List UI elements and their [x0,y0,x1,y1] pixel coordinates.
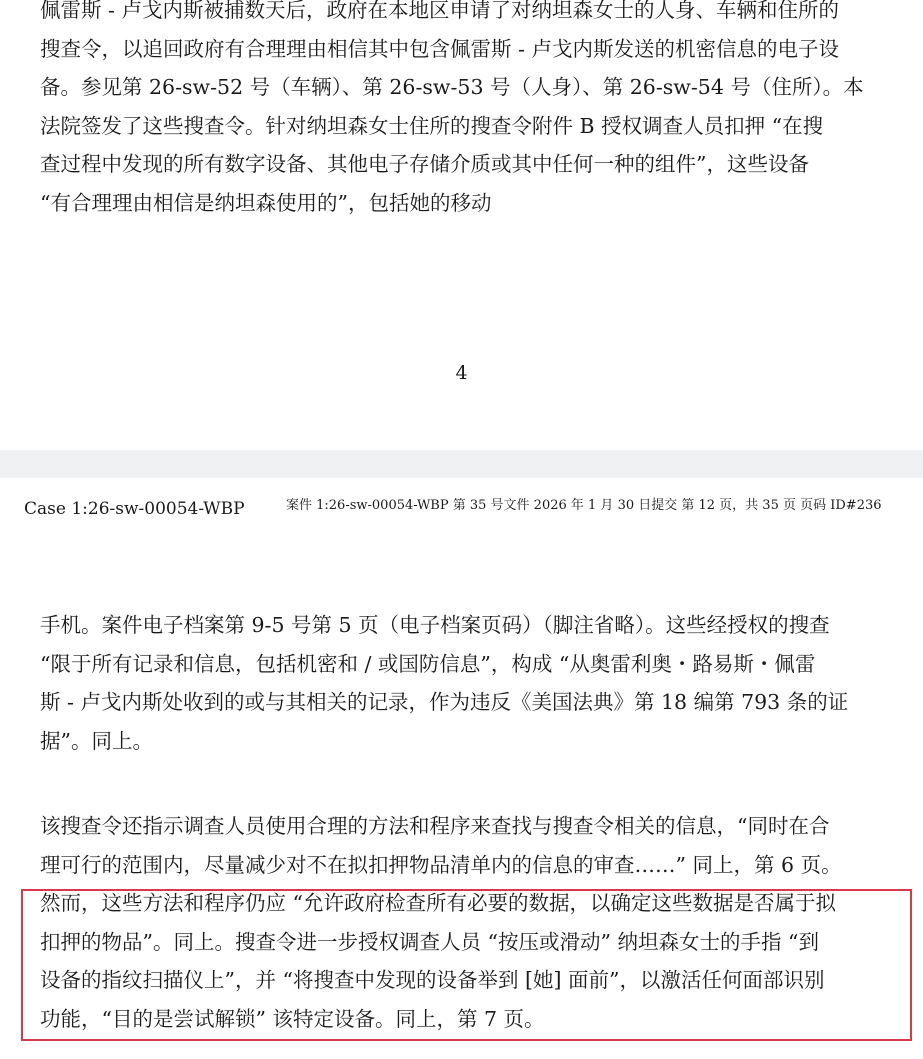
page-separator [0,450,923,478]
text-line: 备。参见第 26-sw-52 号（车辆）、第 26-sw-53 号（人身）、第 26-sw-54 号（住所）。本 [40,75,864,100]
highlight-box [21,889,912,1041]
text-line: 功能，“目的是尝试解锁” 该特定设备。同上，第 7 页。 [40,1006,545,1031]
text-line: “限于所有记录和信息，包括机密和 / 或国防信息”，构成 “从奥雷利奥・路易斯・佩雷 [40,651,816,676]
text-line: 该搜查令还指示调查人员使用合理的方法和程序来查找与搜查令相关的信息，“同时在合 [40,814,830,838]
text-line: 法院签发了这些搜查令。针对纳坦森女士住所的搜查令附件 B 授权调查人员扣押 “在搜 [40,113,824,138]
case-number-header: Case 1:26-sw-00054-WBP [24,499,245,519]
text-line: 理可行的范围内，尽量减少对不在拟扣押物品清单内的信息的审查……” 同上，第 6 页。 [40,852,842,877]
filing-info-header: 案件 1:26-sw-00054-WBP 第 35 号文件 2026 年 1 月 30 日提交 第 12 页，共 35 页 页码 ID#236 [286,498,882,513]
page-number: 4 [455,362,468,384]
text-line: 佩雷斯 - 卢戈内斯被捕数天后，政府在本地区申请了对纳坦森女士的人身、车辆和住所的 [40,0,839,22]
text-line: 手机。案件电子档案第 9-5 号第 5 页（电子档案页码）（脚注省略）。这些经授权的搜查 [40,613,830,637]
text-line: 斯 - 卢戈内斯处收到的或与其相关的记录，作为违反《美国法典》第 18 编第 793 条的证 [40,690,849,715]
paragraph-2 [40,606,890,760]
text-line: 据”。同上。 [40,728,153,753]
text-line: 然而，这些方法和程序仍应 “允许政府检查所有必要的数据，以确定这些数据是否属于拟 [40,891,836,916]
paragraph-1 [40,0,890,223]
text-line: 设备的指纹扫描仪上”，并 “将搜查中发现的设备举到 [她] 面前”，以激活任何面部识别 [40,968,825,993]
text-line: 查过程中发现的所有数字设备、其他电子存储介质或其中任何一种的组件”，这些设备 [40,152,809,177]
text-line: 扣押的物品”。同上。搜查令进一步授权调查人员 “按压或滑动” 纳坦森女士的手指 “到 [40,929,819,954]
text-line: 搜查令，以追回政府有合理理由相信其中包含佩雷斯 - 卢戈内斯发送的机密信息的电子设 [40,36,839,61]
text-line: “有合理理由相信是纳坦森使用的”，包括她的移动 [40,190,492,215]
